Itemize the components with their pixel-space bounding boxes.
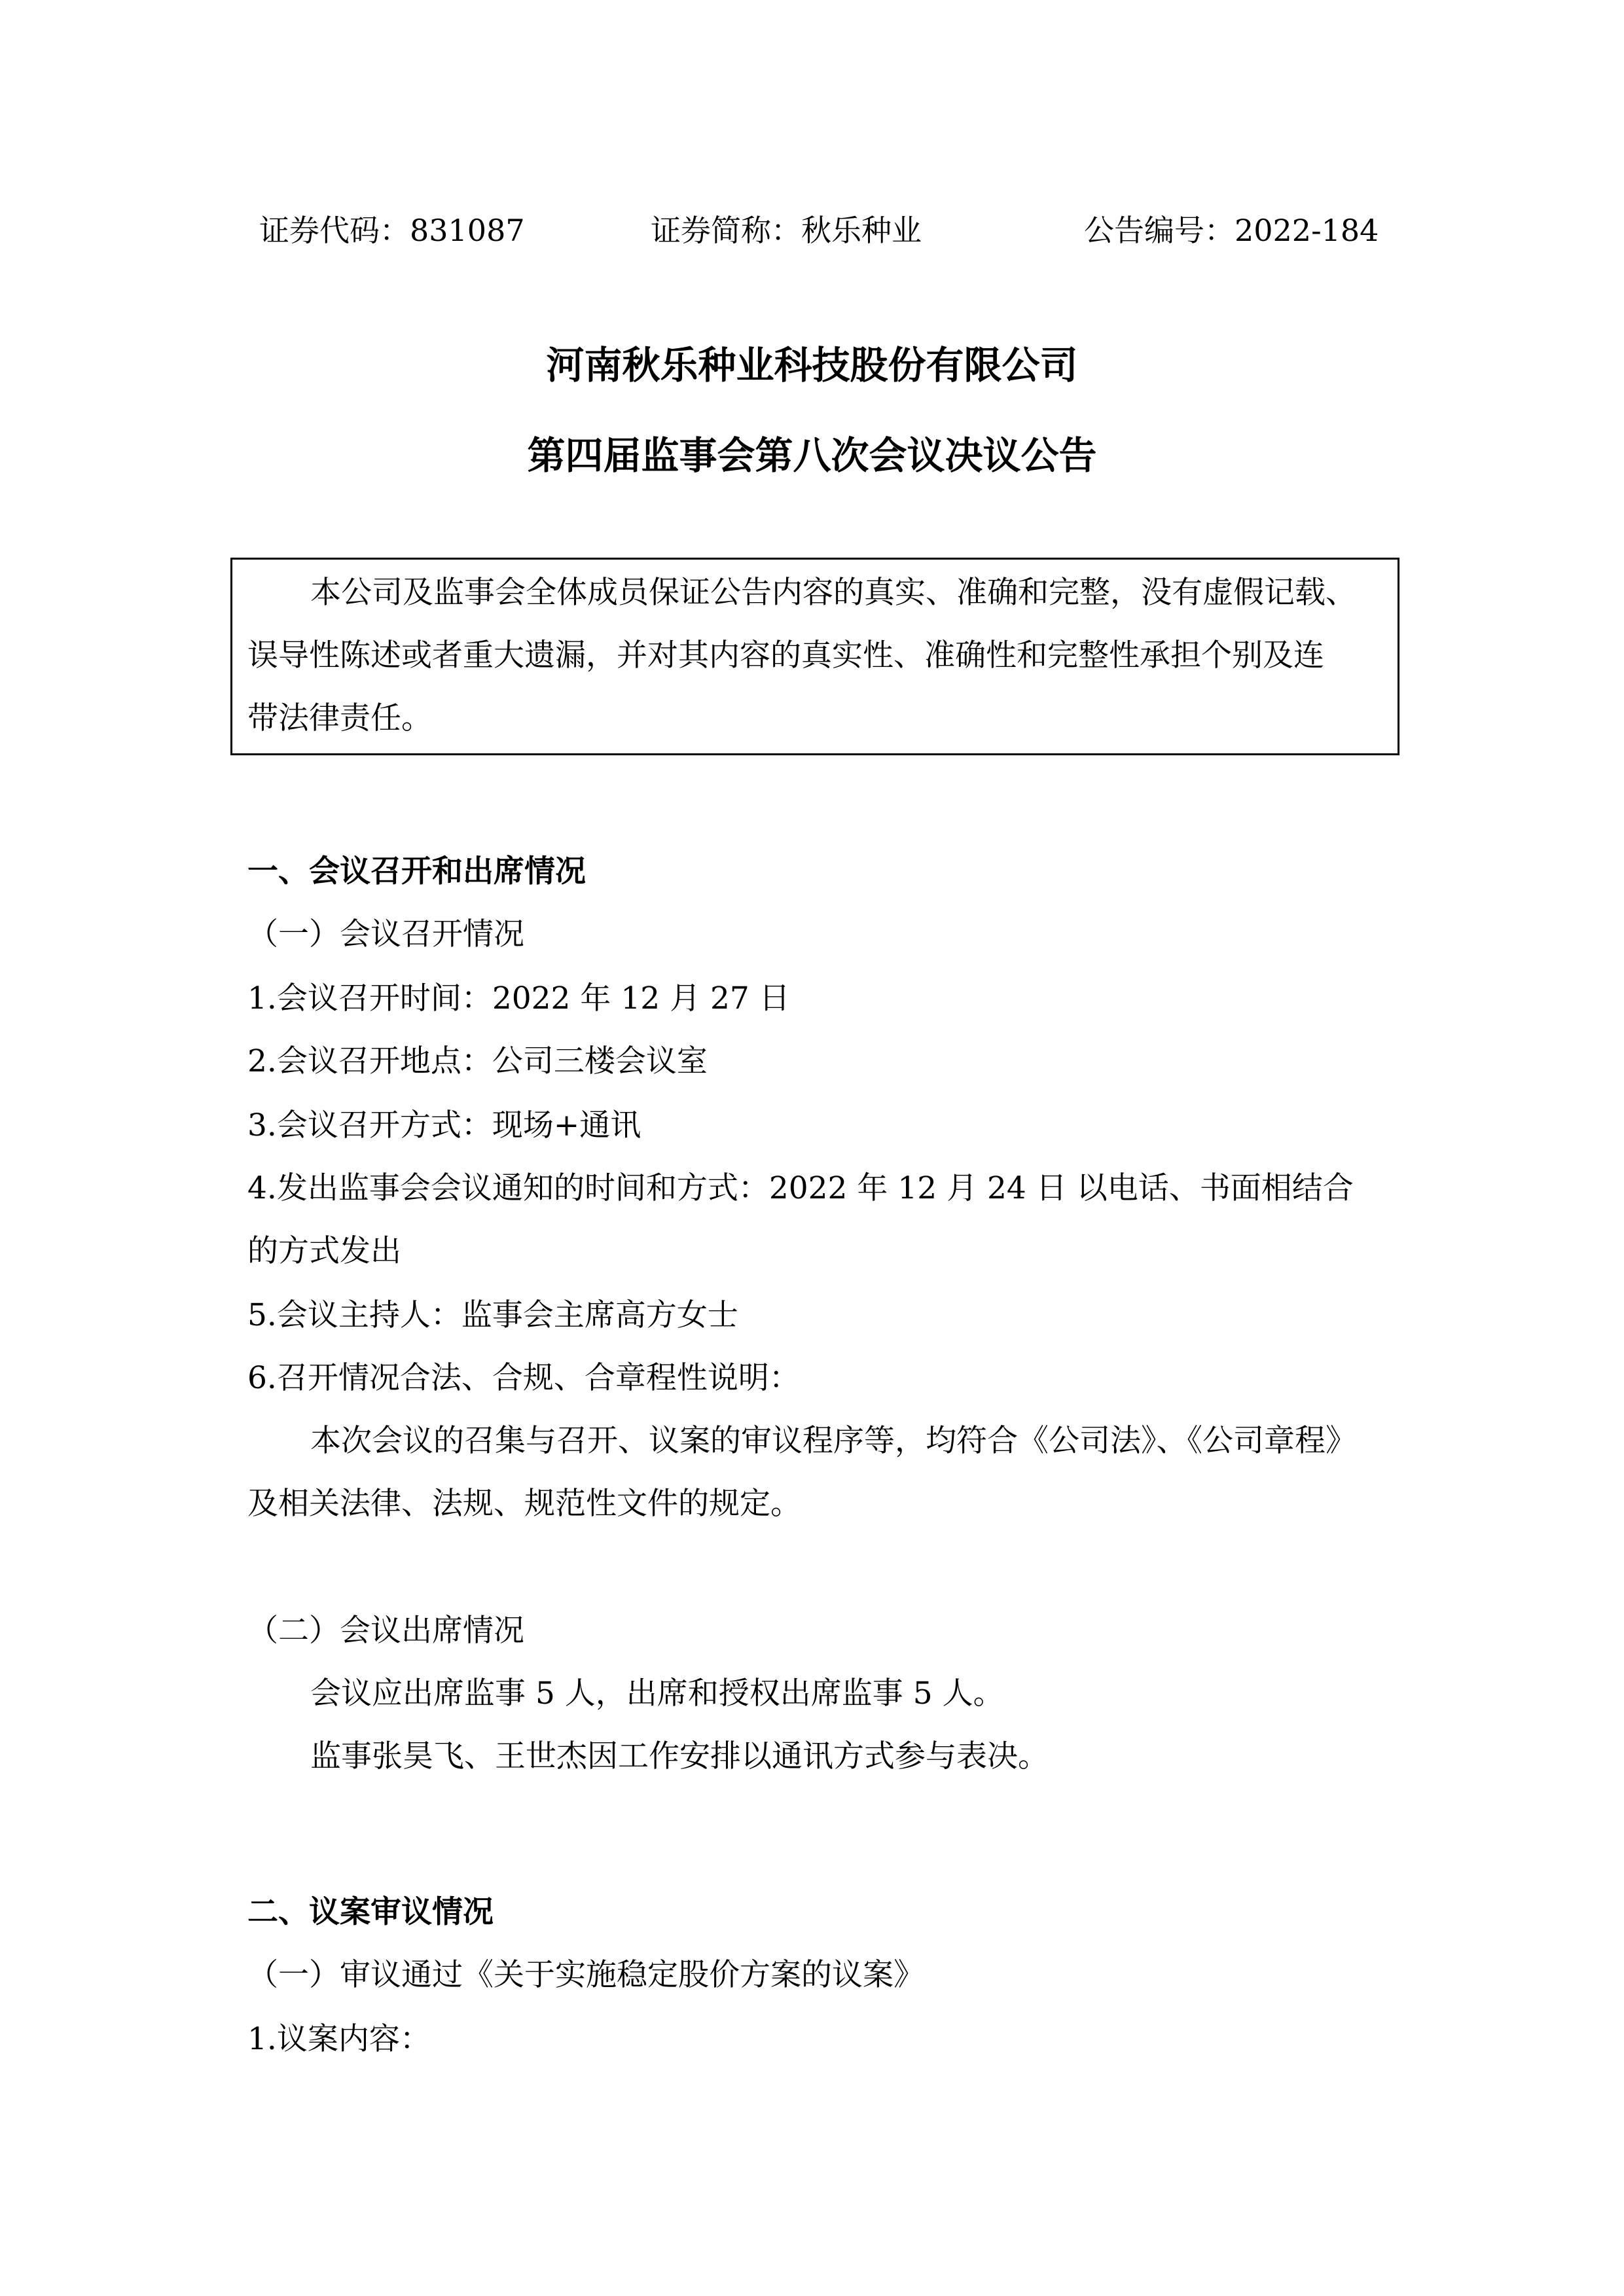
notice-number: 公告编号：2022-184 [1084, 213, 1379, 248]
attendance-remote: 监事张昊飞、王世杰因工作安排以通讯方式参与表决。 [310, 1738, 1049, 1774]
disclaimer-line-2: 误导性陈述或者重大遗漏，并对其内容的真实性、准确性和完整性承担个别及连 [247, 637, 1324, 673]
motion-content-label: 1.议案内容： [247, 2021, 431, 2057]
section-heading: 一、会议召开和出席情况 [247, 853, 586, 889]
stock-code: 证券代码：831087 [259, 213, 525, 248]
section-heading: 二、议案审议情况 [247, 1894, 494, 1930]
subsection-heading: （一）会议召开情况 [247, 916, 524, 952]
notice-time-method: 4.发出监事会会议通知的时间和方式：2022 年 12 月 24 日 以电话、书面相结合 [247, 1170, 1354, 1206]
announcement-title: 第四届监事会第八次会议决议公告 [527, 433, 1097, 478]
meeting-location: 2.会议召开地点：公司三楼会议室 [247, 1043, 708, 1079]
legality-paragraph-line-2: 及相关法律、法规、规范性文件的规定。 [247, 1486, 801, 1522]
company-title: 河南秋乐种业科技股份有限公司 [546, 343, 1078, 387]
subsection-heading: （二）会议出席情况 [247, 1613, 524, 1649]
stock-short-name: 证券简称：秋乐种业 [651, 213, 922, 248]
disclaimer-line-1: 本公司及监事会全体成员保证公告内容的真实、准确和完整，没有虚假记载、 [310, 575, 1356, 611]
meeting-host: 5.会议主持人：监事会主席高方女士 [247, 1297, 738, 1333]
subsection-heading: （一）审议通过《关于实施稳定股价方案的议案》 [247, 1957, 924, 1993]
meeting-method: 3.会议召开方式：现场+通讯 [247, 1107, 641, 1143]
legality-statement: 6.召开情况合法、合规、合章程性说明： [247, 1360, 800, 1396]
notice-time-method-cont: 的方式发出 [247, 1233, 401, 1269]
meeting-time: 1.会议召开时间：2022 年 12 月 27 日 [247, 980, 790, 1016]
disclaimer-line-3: 带法律责任。 [247, 700, 432, 736]
legality-paragraph-line-1: 本次会议的召集与召开、议案的审议程序等，均符合《公司法》、《公司章程》 [310, 1423, 1356, 1459]
attendance-count: 会议应出席监事 5 人，出席和授权出席监事 5 人。 [310, 1676, 1004, 1712]
